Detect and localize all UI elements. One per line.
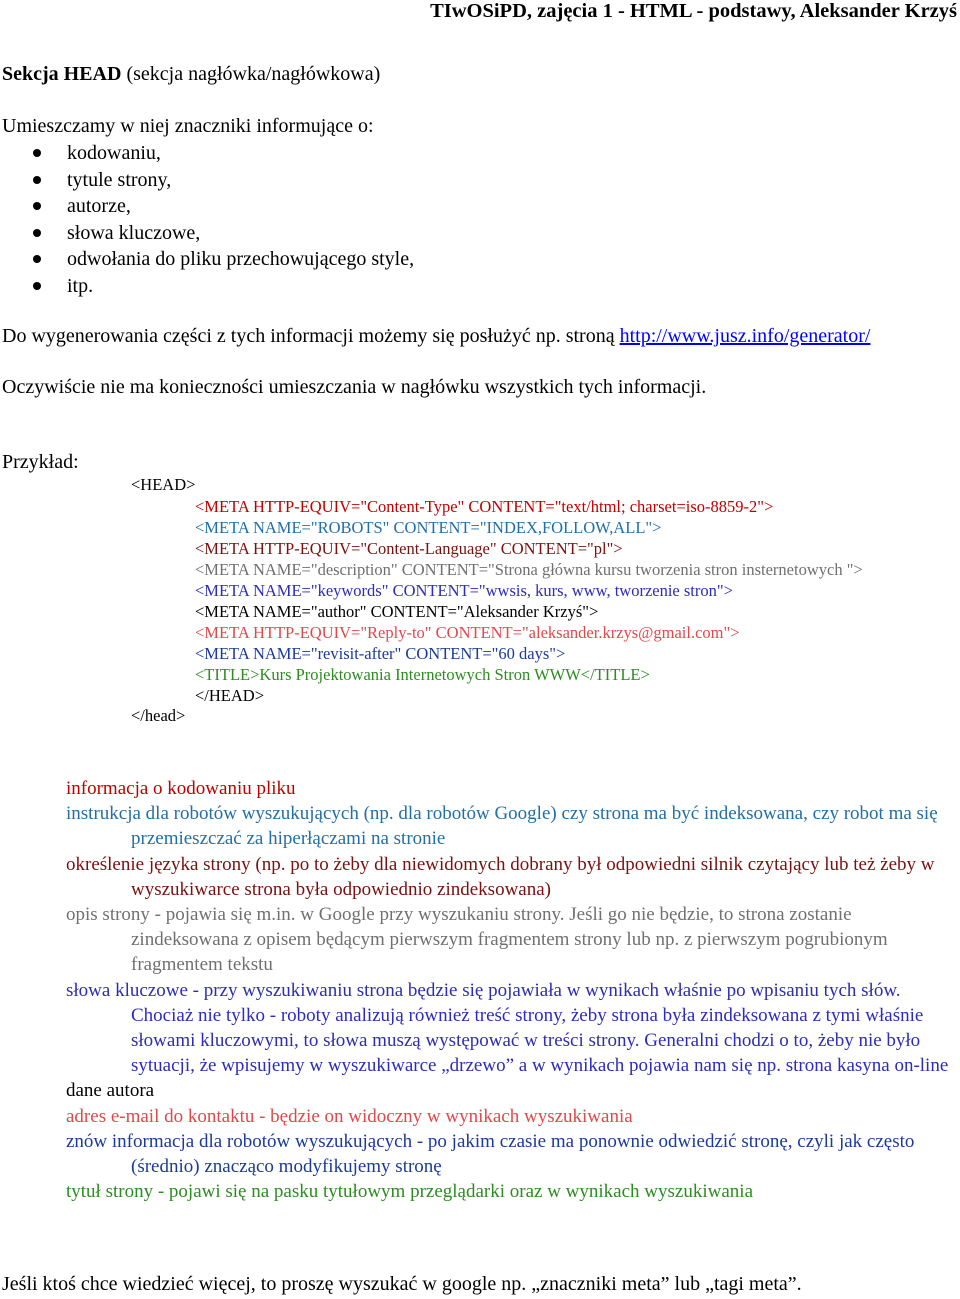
code-line: <META NAME="description" CONTENT="Strona główna kursu tworzenia stron insternetowych "> <box>195 560 863 579</box>
bullet-icon <box>33 255 41 263</box>
code-line: <META HTTP-EQUIV="Reply-to" CONTENT="aleksander.krzys@gmail.com"> <box>195 623 740 642</box>
section-title <box>2 63 380 86</box>
bullet-icon <box>33 229 41 237</box>
explanation-item: adres e-mail do kontaktu - będzie on widoczny w wynikach wyszukiwania <box>66 1105 633 1127</box>
page-header: TIwOSiPD, zajęcia 1 - HTML - podstawy, Aleksander Krzyś <box>430 0 957 22</box>
explanation-item: słowa kluczowe - przy wyszukiwaniu strona będzie się pojawiała w wynikach właśnie po wpisaniu tych słów. Chociaż nie tylko - roboty analizują również treść strony, żeby strona była zindeksowana z tymi właśnie słowami kluczowymi, to słowa muszą występować w treści strony. Generalni chodzi o to, żeby nie było sytuacji, że wpisujemy w wyszukiwarce „drzewo” a w wynikach pojawia nam się np. strona kasyna on-line <box>66 979 949 1077</box>
explanation-item: określenie języka strony (np. po to żeby dla niewidomych dobrany był odpowiedni silnik czytający lub też żeby w wyszukiwarce strona była odpowiednio zindeksowana) <box>66 853 935 900</box>
explanation-item: tytuł strony - pojawi się na pasku tytułowym przeglądarki oraz w wynikach wyszukiwania <box>66 1181 753 1203</box>
list-item-text: słowa kluczowe, <box>67 221 201 244</box>
explanation-item: dane autora <box>66 1080 155 1102</box>
explanation-item: opis strony - pojawia się m.in. w Google przy wyszukaniu strony. Jeśli go nie będzie, to strona zostanie zindeksowana z opisem będącym pierwszym fragmentem strony lub np. z pierwszym pogrubionym fragmentem tekstu <box>66 904 888 976</box>
list-item <box>0 140 414 167</box>
code-line: <META HTTP-EQUIV="Content-Language" CONTENT="pl"> <box>195 539 623 558</box>
bullet-icon <box>33 282 41 290</box>
bullet-icon <box>33 176 41 184</box>
list-item-text: tytule strony, <box>67 168 172 191</box>
section-title-bold: Sekcja HEAD <box>2 63 122 85</box>
bullet-icon <box>33 202 41 210</box>
code-line: <TITLE>Kurs Projektowania Internetowych Stron WWW</TITLE> <box>195 665 650 684</box>
code-line: <META NAME="keywords" CONTENT="wwsis, kurs, www, tworzenie stron"> <box>195 581 733 600</box>
code-line: </HEAD> <box>195 686 265 705</box>
intro-text: Umieszczamy w niej znaczniki informujące o: <box>2 115 374 137</box>
explanation-list <box>66 776 956 1204</box>
section-title-rest: (sekcja nagłówka/nagłówkowa) <box>121 63 381 85</box>
code-line: <META NAME="ROBOTS" CONTENT="INDEX,FOLLOW,ALL"> <box>195 518 662 537</box>
info-list <box>0 140 414 299</box>
list-item <box>0 273 414 300</box>
example-label: Przykład: <box>2 451 79 473</box>
code-head-close: </head> <box>131 706 186 725</box>
generator-link[interactable]: http://www.jusz.info/generator/ <box>619 325 871 347</box>
list-item-text: kodowaniu, <box>67 142 161 164</box>
code-head-open: <HEAD> <box>131 475 196 494</box>
explanation-item: informacja o kodowaniu pliku <box>66 778 296 799</box>
list-item-text: autorze, <box>67 195 131 217</box>
bullet-icon <box>33 149 41 157</box>
list-item <box>0 193 414 220</box>
list-item <box>0 246 414 273</box>
list-item-text: itp. <box>67 274 94 297</box>
list-item-text: odwołania do pliku przechowującego style, <box>67 248 415 270</box>
list-item <box>0 220 414 247</box>
code-line: <META NAME="author" CONTENT="Aleksander Krzyś"> <box>195 602 599 621</box>
explanation-item: instrukcja dla robotów wyszukujących (np. dla robotów Google) czy strona ma być indeksowana, czy robot ma się przemieszczać za hiperłączami na stronie <box>66 803 938 850</box>
explanation-item: znów informacja dla robotów wyszukujących - po jakim czasie ma ponownie odwiedzić stronę, czyli jak często (średnio) znacząco modyfikujemy stronę <box>66 1130 915 1178</box>
code-line: <META NAME="revisit-after" CONTENT="60 days"> <box>195 644 566 663</box>
note-paragraph: Oczywiście nie ma konieczności umieszczania w nagłówku wszystkich tych informacji. <box>2 376 707 398</box>
footer-note: Jeśli ktoś chce wiedzieć więcej, to proszę wyszukać w google np. „znaczniki meta” lub „tagi meta”. <box>2 1273 802 1295</box>
generator-text: Do wygenerowania części z tych informacji możemy się posłużyć np. stroną <box>2 325 620 347</box>
code-line: <META HTTP-EQUIV="Content-Type" CONTENT="text/html; charset=iso-8859-2"> <box>195 497 774 516</box>
list-item <box>0 167 414 194</box>
generator-paragraph <box>2 325 870 348</box>
code-meta-lines <box>195 496 863 706</box>
